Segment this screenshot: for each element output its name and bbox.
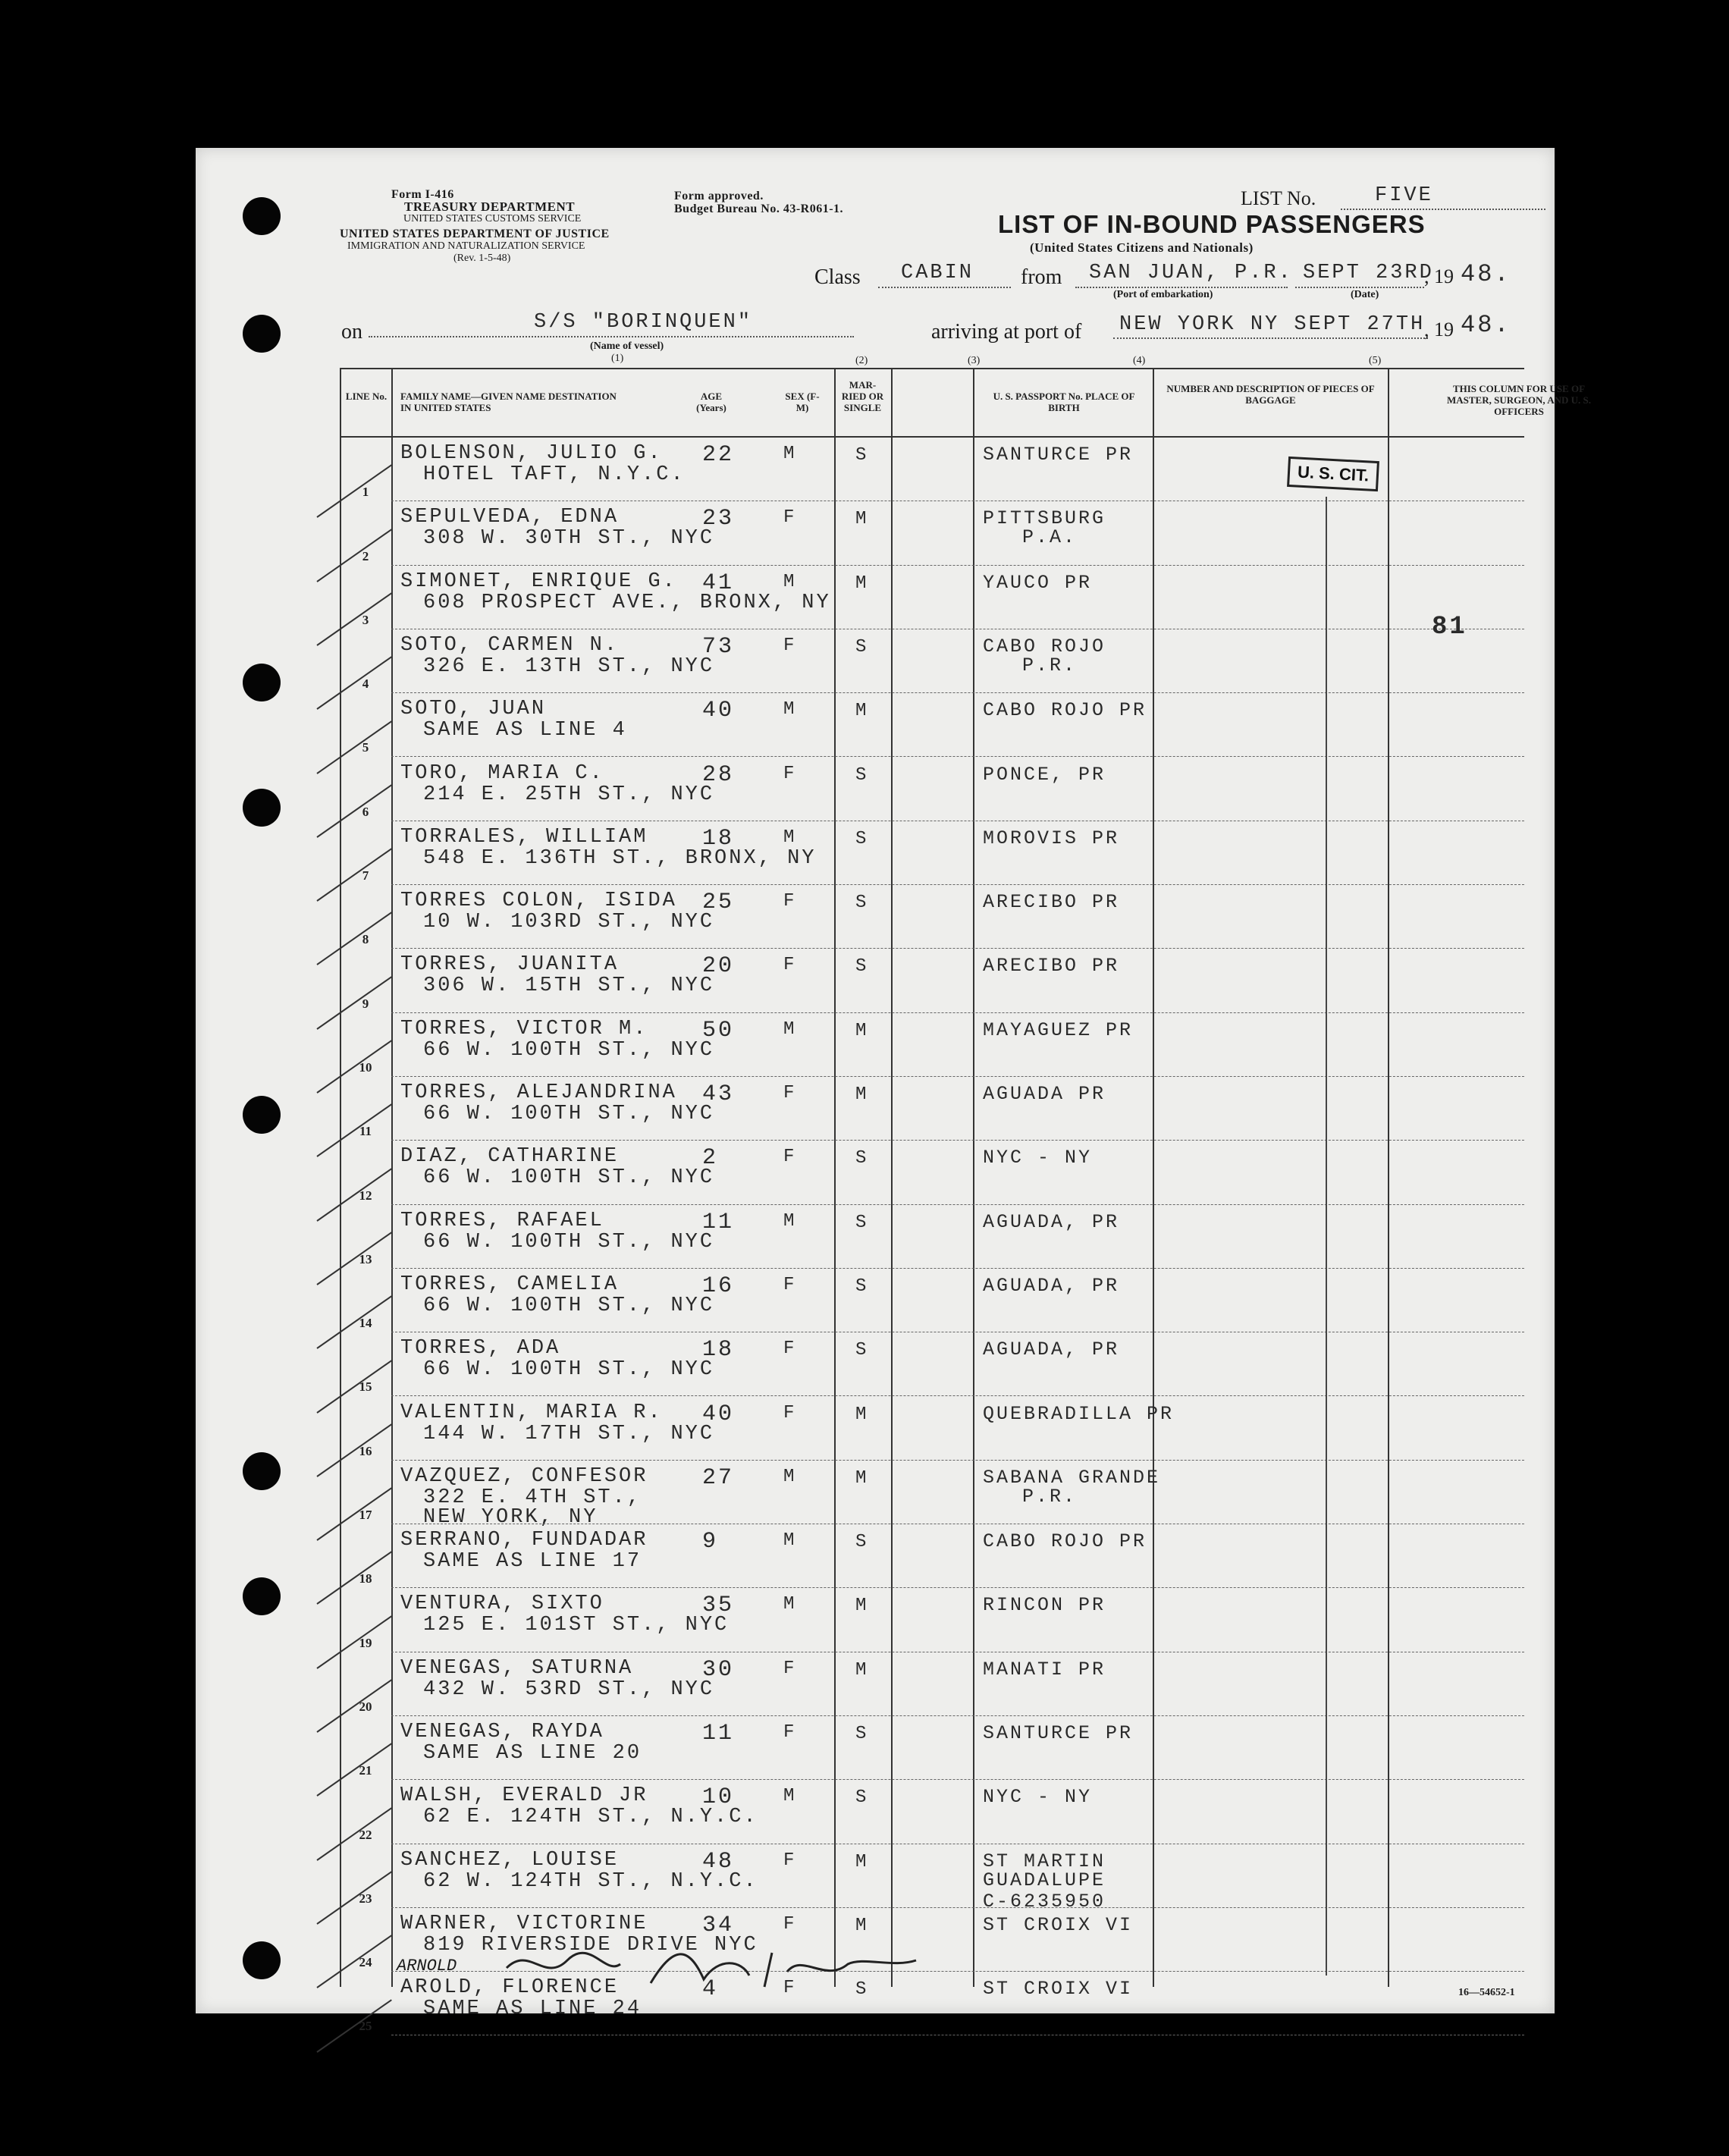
sex: F (783, 1913, 797, 1935)
marital-status: M (855, 1404, 869, 1425)
table-row (340, 1013, 1524, 1077)
age: 11 (702, 1209, 735, 1235)
passenger-name: SERRANO, FUNDADAR (400, 1529, 648, 1552)
sex: M (783, 1210, 797, 1232)
table-row (340, 1524, 1524, 1588)
table-row (340, 693, 1524, 757)
departure-date: SEPT 23RD (1303, 262, 1434, 284)
age: 22 (702, 442, 735, 468)
destination: 322 E. 4TH ST., (423, 1486, 642, 1509)
table-row (340, 949, 1524, 1012)
place-of-birth: SABANA GRANDE (983, 1466, 1161, 1489)
line-number: 9 (362, 996, 369, 1011)
arriving-label: arriving at port of (931, 320, 1082, 344)
budget-bureau: Budget Bureau No. 43-R061-1. (674, 202, 844, 215)
passenger-name: TORRES COLON, ISIDA (400, 890, 677, 913)
table-row (340, 1205, 1524, 1269)
passenger-name: AROLD, FLORENCE (400, 1976, 620, 2000)
sex: F (783, 891, 797, 912)
age: 16 (702, 1273, 735, 1299)
passenger-name: VENTURA, SIXTO (400, 1593, 604, 1616)
destination: SAME AS LINE 20 (423, 1742, 642, 1765)
age: 23 (702, 506, 735, 532)
marital-status: M (855, 1467, 869, 1489)
vessel-line (369, 336, 854, 337)
destination: 125 E. 101ST ST., NYC (423, 1614, 730, 1637)
vessel-col-num: (1) (611, 353, 624, 364)
destination: 66 W. 100TH ST., NYC (423, 1358, 715, 1382)
destination: HOTEL TAFT, N.Y.C. (423, 463, 686, 486)
marital-status: M (855, 1659, 869, 1681)
justice-dept: UNITED STATES DEPARTMENT OF JUSTICE (340, 228, 610, 240)
col-officers: THIS COLUMN FOR USE OF MASTER, SURGEON, AND U. S. OFFICERS (1447, 383, 1591, 417)
age: 73 (702, 633, 735, 660)
place-of-birth: ARECIBO PR (983, 955, 1120, 978)
vessel-name: S/S "BORINQUEN" (534, 311, 753, 334)
line-number: 4 (362, 676, 369, 692)
line-number: 16 (359, 1443, 372, 1458)
place-of-birth: SANTURCE PR (983, 444, 1134, 466)
table-row (340, 501, 1524, 565)
passenger-name: TORRES, ADA (400, 1337, 561, 1360)
line-number: 15 (359, 1379, 372, 1395)
destination: 62 E. 124TH ST., N.Y.C. (423, 1806, 758, 1829)
col-married: MAR-RIED OR SINGLE (841, 379, 884, 413)
place-of-birth: CABO ROJO PR (983, 1530, 1147, 1553)
revision: (Rev. 1-5-48) (453, 253, 511, 264)
document-subtitle: (United States Citizens and Nationals) (1030, 240, 1254, 255)
destination: SAME AS LINE 4 (423, 719, 627, 742)
table-row (340, 1269, 1524, 1332)
marital-status: S (855, 1340, 869, 1361)
list-label: LIST No. (1241, 187, 1316, 209)
line-number: 3 (362, 612, 369, 627)
passenger-name: WALSH, EVERALD JR (400, 1784, 648, 1808)
col-passport: U. S. PASSPORT No. PLACE OF BIRTH (993, 391, 1135, 413)
age: 9 (702, 1529, 719, 1555)
document-page (196, 148, 1591, 2034)
destination: 66 W. 100TH ST., NYC (423, 1230, 715, 1254)
passenger-name: SIMONET, ENRIQUE G. (400, 570, 677, 593)
marital-status: M (855, 701, 869, 722)
destination: 819 RIVERSIDE DRIVE NYC (423, 1933, 758, 1957)
arrival-value: NEW YORK NY SEPT 27TH (1119, 313, 1426, 336)
marital-status: S (855, 445, 869, 466)
port-caption: (Port of embarkation) (1113, 289, 1213, 300)
place-of-birth-line2: GUADALUPE C-6235950 (983, 1869, 1106, 1913)
place-of-birth: SANTURCE PR (983, 1722, 1134, 1744)
marital-status: S (855, 1532, 869, 1553)
age: 34 (702, 1912, 735, 1938)
sex: M (783, 1530, 797, 1552)
officers-col-num: (5) (1369, 355, 1382, 366)
form-approved: Form approved. (674, 190, 764, 202)
date-line (1295, 287, 1424, 288)
place-of-birth: QUEBRADILLA PR (983, 1402, 1175, 1425)
from-line (1075, 287, 1288, 288)
handwritten-annotation: ARNOLD (397, 1957, 457, 1976)
place-of-birth: PITTSBURG (983, 507, 1106, 530)
line-number: 14 (359, 1316, 372, 1331)
marital-status: S (855, 1979, 869, 2001)
sex: F (783, 1147, 797, 1168)
col-line-no: LINE No. (345, 391, 388, 402)
marital-status: M (855, 509, 869, 530)
destination: 66 W. 100TH ST., NYC (423, 1166, 715, 1190)
line-number: 18 (359, 1571, 372, 1586)
passenger-name: VALENTIN, MARIA R. (400, 1401, 663, 1424)
line-number: 22 (359, 1827, 372, 1842)
destination: 548 E. 136TH ST., BRONX, NY (423, 846, 817, 870)
table-row (340, 1844, 1524, 1913)
place-of-birth: AGUADA, PR (983, 1274, 1120, 1297)
sex: M (783, 1466, 797, 1487)
table-row (340, 1397, 1524, 1461)
place-of-birth: MANATI PR (983, 1658, 1106, 1681)
place-of-birth: AGUADA PR (983, 1083, 1106, 1105)
passenger-name: TORRES, RAFAEL (400, 1209, 604, 1232)
line-number: 19 (359, 1635, 372, 1650)
table-row (340, 1716, 1524, 1780)
place-of-birth: ST MARTIN (983, 1850, 1106, 1872)
place-of-birth-line2: P.A. (1022, 526, 1078, 549)
age: 35 (702, 1593, 735, 1619)
marital-status: S (855, 636, 869, 657)
from-value: SAN JUAN, P.R. (1089, 262, 1293, 284)
marital-status: M (855, 1020, 869, 1041)
passenger-name: TORRES, VICTOR M. (400, 1017, 648, 1040)
marital-status: S (855, 828, 869, 849)
table-row (340, 1332, 1524, 1396)
destination: 66 W. 100TH ST., NYC (423, 1038, 715, 1062)
marital-status: S (855, 1276, 869, 1297)
marital-status: S (855, 893, 869, 914)
age: 20 (702, 953, 735, 980)
passenger-name: SANCHEZ, LOUISE (400, 1848, 620, 1872)
marital-status: M (855, 1084, 869, 1105)
line-number: 10 (359, 1059, 372, 1075)
sex: F (783, 1402, 797, 1423)
passenger-name: TORO, MARIA C. (400, 761, 604, 785)
passenger-name: TORRES, JUANITA (400, 953, 620, 977)
ins-service: IMMIGRATION AND NATURALIZATION SERVICE (347, 240, 585, 252)
punch-hole (243, 315, 281, 353)
table-row (340, 629, 1524, 693)
table-row (340, 758, 1524, 821)
marital-status: S (855, 1787, 869, 1809)
place-of-birth: CABO ROJO (983, 635, 1106, 657)
line-number: 17 (359, 1508, 372, 1523)
destination: SAME AS LINE 24 (423, 1998, 642, 2021)
place-of-birth: ARECIBO PR (983, 891, 1120, 914)
table-row (340, 821, 1524, 885)
sex: F (783, 1978, 797, 1999)
line-number: 5 (362, 740, 369, 755)
age: 28 (702, 761, 735, 788)
marital-status: S (855, 1724, 869, 1744)
sex: F (783, 763, 797, 784)
destination: 66 W. 100TH ST., NYC (423, 1103, 715, 1125)
sex: M (783, 1594, 797, 1615)
baggage-col-num: (4) (1133, 355, 1146, 366)
line-number: 1 (362, 485, 369, 500)
line-number: 12 (359, 1188, 372, 1203)
class-label: Class (814, 265, 861, 289)
passenger-name: VAZQUEZ, CONFESOR (400, 1464, 648, 1488)
destination: 326 E. 13TH ST., NYC (423, 654, 715, 678)
passenger-name: SEPULVEDA, EDNA (400, 506, 620, 529)
line-number: 8 (362, 932, 369, 947)
form-number: Form I-416 (391, 188, 454, 201)
sex: M (783, 699, 797, 720)
year2-value: 48. (1461, 311, 1511, 339)
age: 18 (702, 1337, 735, 1364)
handwritten-signature (499, 1938, 924, 2001)
punch-hole (243, 197, 281, 235)
age: 18 (702, 825, 735, 852)
col-age: AGE (Years) (696, 391, 726, 413)
place-of-birth: AGUADA, PR (983, 1338, 1120, 1361)
passenger-name: BOLENSON, JULIO G. (400, 442, 663, 465)
on-label: on (341, 320, 362, 344)
destination: 308 W. 30TH ST., NYC (423, 527, 715, 551)
table-row (340, 1780, 1524, 1844)
line-number: 24 (359, 1955, 372, 1970)
year-value: 48. (1461, 260, 1511, 288)
sex: M (783, 571, 797, 592)
age: 41 (702, 570, 735, 596)
table-row (340, 566, 1524, 629)
marital-status: S (855, 956, 869, 978)
place-of-birth: NYC - NY (983, 1786, 1093, 1809)
destination-line2: NEW YORK, NY (423, 1505, 598, 1529)
line-number: 2 (362, 548, 369, 563)
destination: 432 W. 53RD ST., NYC (423, 1677, 715, 1701)
class-line (878, 287, 1011, 288)
passenger-name: DIAZ, CATHARINE (400, 1145, 620, 1169)
year2-prefix: , 19 (1424, 319, 1454, 341)
marital-status: M (855, 1596, 869, 1617)
passenger-name: SOTO, JUAN (400, 698, 547, 721)
place-of-birth: NYC - NY (983, 1147, 1093, 1169)
sex: F (783, 635, 797, 656)
destination: SAME AS LINE 17 (423, 1550, 642, 1574)
passenger-name: VENEGAS, SATURNA (400, 1656, 634, 1680)
table-row (340, 1461, 1524, 1529)
sex: M (783, 1018, 797, 1040)
place-of-birth: AGUADA, PR (983, 1210, 1120, 1233)
table-row (340, 1652, 1524, 1716)
punch-hole (243, 1577, 281, 1615)
line-number: 6 (362, 804, 369, 819)
col-baggage: NUMBER AND DESCRIPTION OF PIECES OF BAGGAGE (1166, 383, 1375, 406)
marital-status: S (855, 764, 869, 786)
marital-status: S (855, 1148, 869, 1169)
place-of-birth: RINCON PR (983, 1594, 1106, 1617)
year-prefix: , 19 (1424, 265, 1454, 287)
passenger-name: VENEGAS, RAYDA (400, 1721, 604, 1743)
sex: F (783, 1274, 797, 1295)
age: 48 (702, 1848, 735, 1875)
table-row (340, 1077, 1524, 1141)
punch-hole (243, 789, 281, 827)
sex: M (783, 827, 797, 848)
punch-hole (243, 1096, 281, 1134)
customs-service: UNITED STATES CUSTOMS SERVICE (403, 213, 582, 224)
marital-status: M (855, 1915, 869, 1936)
age: 40 (702, 1401, 735, 1427)
sex: M (783, 1786, 797, 1807)
table-row (340, 1141, 1524, 1204)
destination: 608 PROSPECT AVE., BRONX, NY (423, 591, 831, 614)
destination: 62 W. 124TH ST., N.Y.C. (423, 1869, 758, 1893)
from-label: from (1021, 265, 1062, 289)
age: 40 (702, 698, 735, 724)
table-row (340, 1588, 1524, 1652)
date-caption: (Date) (1351, 289, 1379, 300)
passport-col-num: (3) (968, 355, 981, 366)
line-number: 7 (362, 868, 369, 883)
line-number: 20 (359, 1699, 372, 1714)
place-of-birth: PONCE, PR (983, 763, 1106, 786)
sex: F (783, 1722, 797, 1743)
sex: F (783, 507, 797, 529)
document-title: LIST OF IN-BOUND PASSENGERS (998, 210, 1426, 238)
us-citizen-stamp: U. S. CIT. (1287, 457, 1379, 491)
vessel-caption: (Name of vessel) (590, 341, 664, 352)
age: 4 (702, 1976, 719, 2003)
footer-code: 16—54652-1 (1458, 1987, 1515, 1998)
destination: 10 W. 103RD ST., NYC (423, 911, 715, 934)
passenger-name: SOTO, CARMEN N. (400, 633, 620, 657)
marital-status: M (855, 1851, 869, 1872)
place-of-birth-line2: P.R. (1022, 1485, 1078, 1508)
table-row (340, 885, 1524, 949)
age: 43 (702, 1081, 735, 1107)
place-of-birth: YAUCO PR (983, 571, 1093, 594)
married-col-num: (2) (855, 355, 868, 366)
age: 10 (702, 1784, 735, 1811)
age: 30 (702, 1656, 735, 1683)
age: 25 (702, 890, 735, 916)
col-name: FAMILY NAME—GIVEN NAME DESTINATION IN UNITED STATES (400, 391, 617, 413)
col-sex: SEX (F-M) (785, 391, 820, 413)
page-mark: 81 (1432, 613, 1467, 642)
sex: F (783, 955, 797, 976)
place-of-birth-line2: P.R. (1022, 654, 1078, 676)
sex: M (783, 444, 797, 464)
sex: F (783, 1083, 797, 1103)
age: 11 (702, 1721, 735, 1746)
passenger-name: TORRES, ALEJANDRINA (400, 1081, 677, 1104)
passenger-name: WARNER, VICTORINE (400, 1912, 648, 1935)
place-of-birth: CABO ROJO PR (983, 699, 1147, 722)
sex: F (783, 1850, 797, 1871)
age: 27 (702, 1464, 735, 1491)
list-value: FIVE (1375, 184, 1433, 207)
passenger-name: TORRALES, WILLIAM (400, 825, 648, 849)
arrival-line (1113, 337, 1428, 339)
sex: F (783, 1658, 797, 1679)
class-value: CABIN (901, 262, 974, 284)
line-number: 11 (359, 1124, 372, 1139)
age: 50 (702, 1017, 735, 1043)
destination: 66 W. 100TH ST., NYC (423, 1294, 715, 1317)
sex: F (783, 1338, 797, 1360)
treasury-dept: TREASURY DEPARTMENT (404, 199, 576, 214)
destination: 144 W. 17TH ST., NYC (423, 1422, 715, 1445)
pen-vertical-line (1326, 497, 1327, 1976)
punch-hole (243, 664, 281, 701)
marital-status: M (855, 573, 869, 594)
passenger-name: TORRES, CAMELIA (400, 1273, 620, 1296)
punch-hole (243, 1941, 281, 1979)
marital-status: S (855, 1212, 869, 1233)
age: 2 (702, 1145, 719, 1172)
line-number: 25 (359, 2019, 372, 2034)
destination: 214 E. 25TH ST., NYC (423, 783, 715, 806)
line-number: 23 (359, 1891, 372, 1906)
line-number: 13 (359, 1251, 372, 1266)
line-number: 21 (359, 1763, 372, 1778)
punch-hole (243, 1452, 281, 1490)
place-of-birth: ST CROIX VI (983, 1913, 1134, 1936)
place-of-birth: ST CROIX VI (983, 1978, 1134, 2001)
destination: 306 W. 15TH ST., NYC (423, 974, 715, 998)
place-of-birth: MOROVIS PR (983, 827, 1120, 849)
place-of-birth: MAYAGUEZ PR (983, 1018, 1134, 1041)
